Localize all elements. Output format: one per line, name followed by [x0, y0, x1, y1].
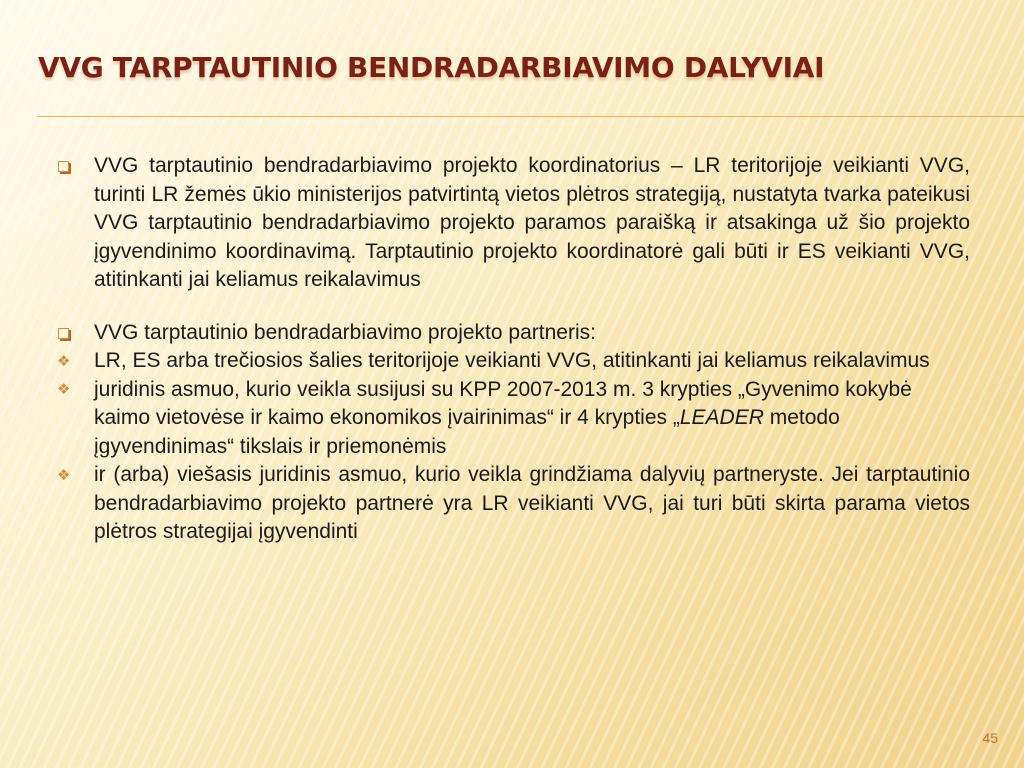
legal-entity-text-part-2: metodo įgyvendinimas“ tikslais ir priemonėmis: [94, 406, 840, 458]
list-item-partner-public-entity: [56, 461, 970, 547]
square-bullet-icon: [56, 319, 94, 348]
slide-title: VVG TARPTAUTINIO BENDRADARBIAVIMO DALYVIAI: [38, 51, 825, 84]
title-divider: [38, 116, 1024, 117]
legal-entity-text-part-1: juridinis asmuo, kurio veikla susijusi su KPP 2007-2013 m. 3 krypties „Gyvenimo kokybė kaimo vietovėse ir kaimo ekonomikos įvairinimas“ ir 4 krypties „: [94, 377, 912, 429]
list-item-text: [94, 376, 970, 462]
list-item-text: [94, 152, 970, 295]
leader-term: LEADER: [679, 406, 764, 429]
list-item-text: VVG tarptautinio bendradarbiavimo projekto partneris:: [94, 320, 596, 344]
list-item-partner-lag: [56, 347, 970, 376]
slide-body: [56, 152, 970, 547]
list-item-partner-heading: [56, 319, 970, 348]
diamond-bullet-icon: ❖: [57, 352, 71, 370]
diamond-bullet-icon: ❖: [57, 466, 71, 484]
spacer: [56, 295, 970, 319]
square-bullet-icon: [56, 152, 94, 181]
term-coordinator: VVG tarptautinio bendradarbiavimo projekto koordinatorius: [94, 154, 661, 177]
definition-coordinator: – LR teritorijoje veikianti VVG, turinti LR žemės ūkio ministerijos patvirtintą vietos plėtros strategiją, nustatyta tvarka pateikusi VVG tarptautinio bendradarbiavimo projekto paramos paraišką ir atsakinga už šio projekto įgyvendinimo koordinavimą. Tarptautinio projekto koordinatorė gali būti ir ES veikianti VVG, atitinkanti jai keliamus reikalavimus: [94, 154, 970, 291]
page-number: 45: [982, 730, 998, 746]
list-item-coordinator: [56, 152, 970, 295]
diamond-bullet-icon: ❖: [57, 381, 71, 399]
list-item-text: LR, ES arba trečiosios šalies teritorijoje veikianti VVG, atitinkanti jai keliamus reikalavimus: [94, 349, 930, 372]
list-item-partner-legal-entity: [56, 376, 970, 462]
list-item-text: ir (arba) viešasis juridinis asmuo, kurio veikla grindžiama dalyvių partneryste. Jei tarptautinio bendradarbiavimo projekto partnerė yra LR veikianti VVG, jai turi būti skirta parama vietos plėtros strategijai įgyvendinti: [94, 463, 970, 543]
